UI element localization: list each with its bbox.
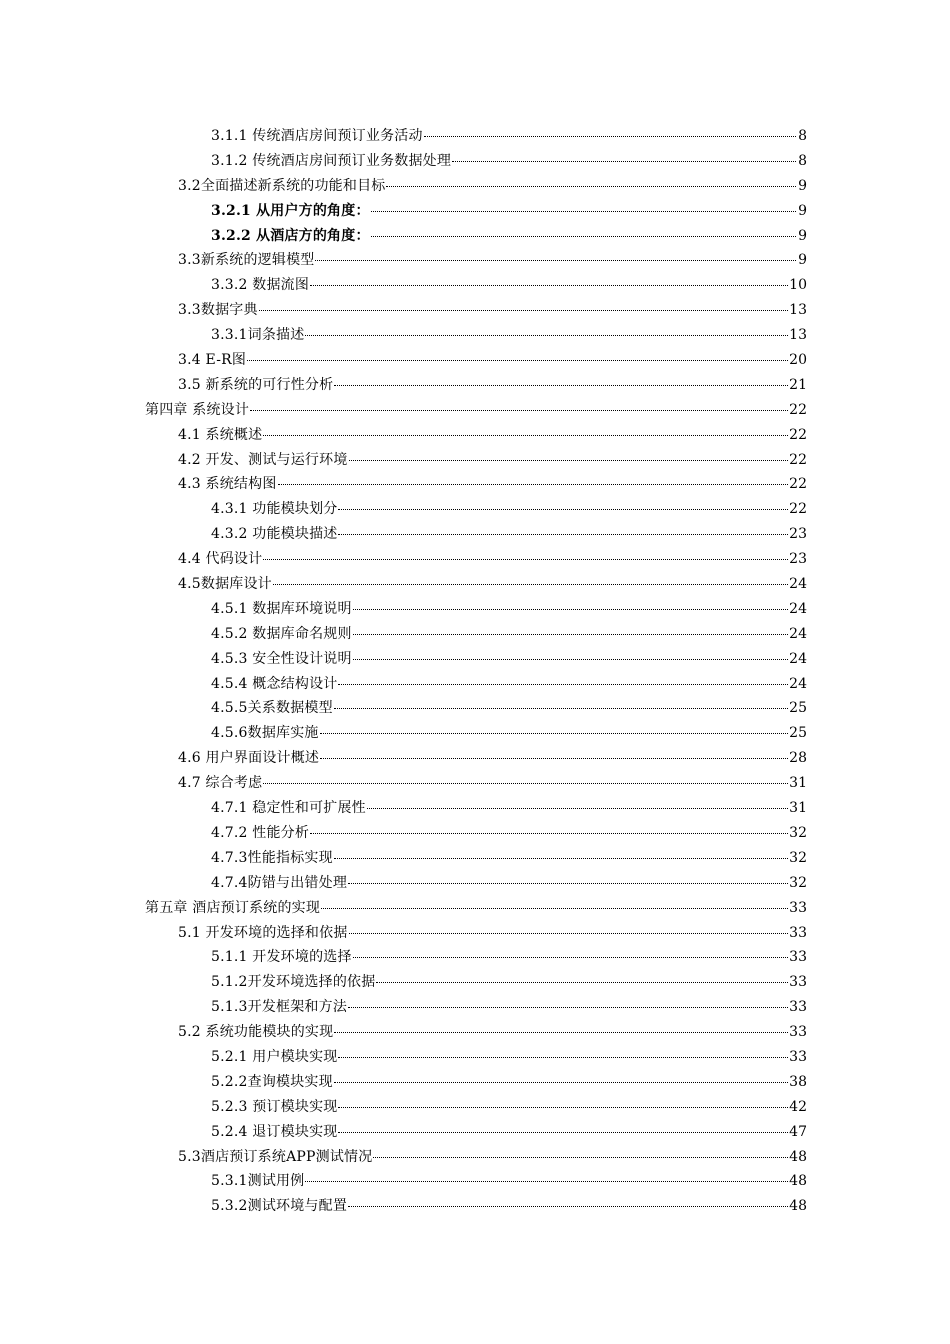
toc-entry-content: [211, 1169, 807, 1194]
toc-page-number: 22: [789, 476, 807, 493]
toc-entry-title: 3.2.2 从酒店方的角度：: [211, 227, 370, 244]
toc-page-number: 33: [789, 974, 807, 991]
toc-page-number: 9: [798, 227, 807, 244]
toc-entry-title: 3.3.2 数据流图: [211, 277, 310, 294]
toc-entry[interactable]: [0, 597, 950, 622]
toc-entry-content: [211, 945, 807, 970]
toc-entry-content: [178, 174, 807, 199]
toc-entry-content: [211, 1194, 807, 1219]
toc-dot-leader: [305, 335, 788, 336]
toc-entry[interactable]: [0, 423, 950, 448]
toc-entry[interactable]: [0, 398, 950, 423]
toc-entry-title: 5.3.2测试环境与配置: [211, 1198, 348, 1215]
toc-page-number: 32: [789, 849, 807, 866]
toc-page-number: 21: [789, 376, 807, 393]
toc-entry-title: 4.5.2 数据库命名规则: [211, 625, 352, 642]
toc-dot-leader: [371, 211, 796, 212]
toc-entry-content: [178, 746, 807, 771]
toc-entry-title: 5.2.3 预订模块实现: [211, 1098, 338, 1115]
toc-page-number: 13: [789, 302, 807, 319]
toc-page-number: 31: [789, 800, 807, 817]
toc-entry[interactable]: [0, 248, 950, 273]
toc-entry[interactable]: [0, 896, 950, 921]
toc-entry[interactable]: [0, 273, 950, 298]
table-of-contents: [0, 124, 950, 1219]
toc-dot-leader: [371, 236, 796, 237]
toc-entry-title: 4.5.4 概念结构设计: [211, 675, 338, 692]
toc-page-number: 23: [789, 551, 807, 568]
toc-entry-content: [211, 647, 807, 672]
toc-entry-title: 4.7.1 稳定性和可扩展性: [211, 800, 366, 817]
toc-entry[interactable]: [0, 796, 950, 821]
toc-dot-leader: [338, 684, 788, 685]
toc-entry-content: [145, 398, 807, 423]
toc-dot-leader: [259, 310, 789, 311]
toc-page-number: 33: [789, 1024, 807, 1041]
toc-entry-content: [211, 224, 807, 249]
toc-page-number: 24: [789, 675, 807, 692]
toc-entry[interactable]: [0, 1020, 950, 1045]
toc-entry[interactable]: [0, 1194, 950, 1219]
toc-page-number: 32: [789, 824, 807, 841]
toc-dot-leader: [305, 1181, 788, 1182]
toc-entry-content: [211, 672, 807, 697]
toc-dot-leader: [334, 708, 788, 709]
toc-dot-leader: [334, 1032, 788, 1033]
toc-entry[interactable]: [0, 647, 950, 672]
toc-dot-leader: [320, 758, 788, 759]
toc-entry[interactable]: [0, 871, 950, 896]
toc-entry[interactable]: [0, 921, 950, 946]
toc-entry[interactable]: [0, 672, 950, 697]
toc-page-number: 25: [789, 725, 807, 742]
toc-entry-title: 4.6 用户界面设计概述: [178, 750, 320, 767]
toc-entry-title: 第四章 系统设计: [145, 401, 250, 418]
toc-dot-leader: [250, 410, 788, 411]
toc-entry-content: [211, 871, 807, 896]
toc-page-number: 48: [789, 1148, 807, 1165]
toc-entry-content: [211, 796, 807, 821]
toc-dot-leader: [348, 1206, 788, 1207]
toc-dot-leader: [424, 136, 796, 137]
toc-entry-title: 4.5.3 安全性设计说明: [211, 650, 352, 667]
toc-page-number: 13: [789, 327, 807, 344]
toc-page-number: 25: [789, 700, 807, 717]
toc-entry-content: [178, 348, 807, 373]
toc-dot-leader: [263, 559, 788, 560]
toc-dot-leader: [349, 933, 789, 934]
toc-entry-content: [178, 771, 807, 796]
toc-dot-leader: [353, 957, 789, 958]
toc-entry-content: [178, 248, 807, 273]
toc-entry-title: 5.3.1测试用例: [211, 1173, 305, 1190]
toc-entry-title: 5.1.3开发框架和方法: [211, 999, 348, 1016]
toc-entry-title: 4.5数据库设计: [178, 576, 272, 593]
toc-entry[interactable]: [0, 373, 950, 398]
toc-entry-title: 3.3数据字典: [178, 302, 258, 319]
toc-dot-leader: [349, 460, 789, 461]
toc-page-number: 10: [789, 277, 807, 294]
toc-entry-content: [145, 896, 807, 921]
toc-dot-leader: [263, 435, 788, 436]
toc-entry[interactable]: [0, 821, 950, 846]
toc-entry[interactable]: [0, 1070, 950, 1095]
toc-entry-content: [178, 448, 807, 473]
toc-entry-title: 3.5 新系统的可行性分析: [178, 376, 334, 393]
toc-entry[interactable]: [0, 1120, 950, 1145]
toc-entry-title: 3.2全面描述新系统的功能和目标: [178, 177, 386, 194]
toc-page-number: 38: [789, 1073, 807, 1090]
toc-entry-content: [211, 597, 807, 622]
toc-entry-content: [178, 472, 807, 497]
toc-entry[interactable]: [0, 472, 950, 497]
toc-entry-title: 5.2.4 退订模块实现: [211, 1123, 338, 1140]
toc-entry-content: [178, 423, 807, 448]
toc-page-number: 31: [789, 775, 807, 792]
toc-dot-leader: [338, 1132, 788, 1133]
toc-dot-leader: [338, 1107, 788, 1108]
toc-dot-leader: [334, 858, 788, 859]
toc-entry[interactable]: [0, 199, 950, 224]
toc-entry-content: [178, 373, 807, 398]
toc-dot-leader: [386, 186, 796, 187]
toc-entry-title: 3.3.1词条描述: [211, 327, 305, 344]
toc-entry[interactable]: [0, 995, 950, 1020]
toc-entry[interactable]: [0, 572, 950, 597]
toc-dot-leader: [348, 1007, 788, 1008]
toc-entry-content: [178, 572, 807, 597]
toc-entry-title: 5.2 系统功能模块的实现: [178, 1024, 334, 1041]
toc-entry-content: [178, 298, 807, 323]
toc-entry[interactable]: [0, 771, 950, 796]
toc-entry-content: [211, 846, 807, 871]
toc-entry-content: [211, 995, 807, 1020]
toc-dot-leader: [247, 360, 788, 361]
toc-page-number: 42: [789, 1098, 807, 1115]
toc-page-number: 33: [789, 899, 807, 916]
toc-entry-content: [211, 721, 807, 746]
toc-dot-leader: [338, 1057, 788, 1058]
toc-entry[interactable]: [0, 970, 950, 995]
toc-entry-title: 4.2 开发、测试与运行环境: [178, 451, 348, 468]
toc-entry-title: 5.1.1 开发环境的选择: [211, 949, 352, 966]
toc-dot-leader: [353, 659, 789, 660]
toc-entry-title: 3.1.2 传统酒店房间预订业务数据处理: [211, 152, 452, 169]
toc-entry-title: 4.3.1 功能模块划分: [211, 501, 338, 518]
toc-page-number: 9: [798, 202, 807, 219]
toc-page-number: 23: [789, 526, 807, 543]
toc-entry[interactable]: [0, 945, 950, 970]
toc-page-number: 24: [789, 650, 807, 667]
toc-page-number: 33: [789, 999, 807, 1016]
toc-entry-title: 5.2.2查询模块实现: [211, 1073, 333, 1090]
toc-entry-title: 4.5.5关系数据模型: [211, 700, 333, 717]
toc-dot-leader: [310, 285, 788, 286]
toc-dot-leader: [334, 385, 788, 386]
toc-entry[interactable]: [0, 522, 950, 547]
toc-entry-title: 4.5.6数据库实施: [211, 725, 319, 742]
toc-page-number: 33: [789, 1048, 807, 1065]
toc-dot-leader: [373, 1157, 788, 1158]
toc-entry-content: [211, 199, 807, 224]
toc-entry-title: 4.7.4防错与出错处理: [211, 874, 348, 891]
toc-entry-title: 5.3酒店预订系统APP测试情况: [178, 1148, 373, 1165]
toc-dot-leader: [310, 833, 788, 834]
toc-entry[interactable]: [0, 846, 950, 871]
toc-entry-content: [178, 921, 807, 946]
toc-page-number: 22: [789, 401, 807, 418]
toc-entry-content: [211, 273, 807, 298]
toc-dot-leader: [278, 484, 789, 485]
toc-entry-title: 4.4 代码设计: [178, 551, 263, 568]
toc-entry-content: [178, 1020, 807, 1045]
toc-entry-content: [211, 622, 807, 647]
toc-dot-leader: [376, 982, 788, 983]
toc-entry-title: 5.2.1 用户模块实现: [211, 1048, 338, 1065]
toc-entry[interactable]: [0, 497, 950, 522]
toc-dot-leader: [338, 509, 788, 510]
toc-page-number: 9: [798, 177, 807, 194]
toc-dot-leader: [273, 584, 788, 585]
toc-entry-content: [211, 1120, 807, 1145]
toc-entry-content: [211, 522, 807, 547]
toc-entry-title: 4.1 系统概述: [178, 426, 263, 443]
toc-entry[interactable]: [0, 1045, 950, 1070]
toc-entry-title: 4.5.1 数据库环境说明: [211, 600, 352, 617]
toc-page-number: 9: [798, 252, 807, 269]
toc-entry-content: [211, 149, 807, 174]
toc-page-number: 28: [789, 750, 807, 767]
toc-entry[interactable]: [0, 696, 950, 721]
toc-entry-content: [211, 323, 807, 348]
toc-entry-content: [211, 124, 807, 149]
toc-page-number: 32: [789, 874, 807, 891]
toc-entry-content: [211, 970, 807, 995]
toc-entry[interactable]: [0, 1169, 950, 1194]
toc-entry[interactable]: [0, 149, 950, 174]
toc-entry[interactable]: [0, 1145, 950, 1170]
toc-entry[interactable]: [0, 448, 950, 473]
toc-entry[interactable]: [0, 323, 950, 348]
toc-page-number: 24: [789, 600, 807, 617]
toc-entry[interactable]: [0, 1095, 950, 1120]
toc-dot-leader: [315, 260, 796, 261]
toc-entry[interactable]: [0, 547, 950, 572]
toc-dot-leader: [334, 1082, 788, 1083]
toc-entry-content: [211, 1095, 807, 1120]
toc-entry-content: [211, 497, 807, 522]
toc-dot-leader: [321, 908, 788, 909]
toc-dot-leader: [353, 634, 789, 635]
toc-page-number: 20: [789, 352, 807, 369]
toc-page-number: 48: [789, 1198, 807, 1215]
toc-dot-leader: [338, 534, 788, 535]
toc-page-number: 24: [789, 576, 807, 593]
toc-entry[interactable]: [0, 224, 950, 249]
toc-entry[interactable]: [0, 174, 950, 199]
toc-entry-content: [178, 547, 807, 572]
toc-entry[interactable]: [0, 746, 950, 771]
toc-dot-leader: [367, 808, 788, 809]
toc-dot-leader: [263, 783, 788, 784]
toc-dot-leader: [348, 883, 788, 884]
toc-page-number: 47: [789, 1123, 807, 1140]
toc-page-number: 24: [789, 625, 807, 642]
toc-entry-title: 3.1.1 传统酒店房间预订业务活动: [211, 128, 423, 144]
toc-entry-content: [211, 821, 807, 846]
toc-entry-title: 3.4 E-R图: [178, 352, 247, 369]
toc-entry-title: 4.3 系统结构图: [178, 476, 277, 493]
toc-page-number: 33: [789, 949, 807, 966]
toc-entry[interactable]: [0, 348, 950, 373]
toc-entry[interactable]: [0, 298, 950, 323]
toc-entry-title: 5.1.2开发环境选择的依据: [211, 974, 376, 991]
toc-entry-content: [178, 1145, 807, 1170]
toc-entry-title: 4.7.2 性能分析: [211, 824, 310, 841]
toc-page-number: 22: [789, 501, 807, 518]
toc-entry-content: [211, 696, 807, 721]
toc-entry-title: 3.2.1 从用户方的角度：: [211, 202, 370, 219]
toc-dot-leader: [320, 733, 789, 734]
toc-entry-content: [211, 1070, 807, 1095]
toc-dot-leader: [353, 609, 789, 610]
toc-page-number: 8: [798, 128, 807, 144]
toc-page-number: 22: [789, 426, 807, 443]
toc-page-number: 33: [789, 924, 807, 941]
toc-entry-title: 5.1 开发环境的选择和依据: [178, 924, 348, 941]
toc-entry[interactable]: [0, 124, 950, 149]
toc-entry-title: 4.7 综合考虑: [178, 775, 263, 792]
toc-page-number: 48: [789, 1173, 807, 1190]
toc-entry-title: 4.3.2 功能模块描述: [211, 526, 338, 543]
toc-entry-title: 第五章 酒店预订系统的实现: [145, 899, 321, 916]
toc-entry[interactable]: [0, 721, 950, 746]
toc-entry-title: 3.3新系统的逻辑模型: [178, 252, 315, 269]
toc-dot-leader: [452, 161, 796, 162]
toc-entry-title: 4.7.3性能指标实现: [211, 849, 333, 866]
toc-entry[interactable]: [0, 622, 950, 647]
toc-page-number: 22: [789, 451, 807, 468]
toc-entry-content: [211, 1045, 807, 1070]
toc-page-number: 8: [798, 152, 807, 169]
